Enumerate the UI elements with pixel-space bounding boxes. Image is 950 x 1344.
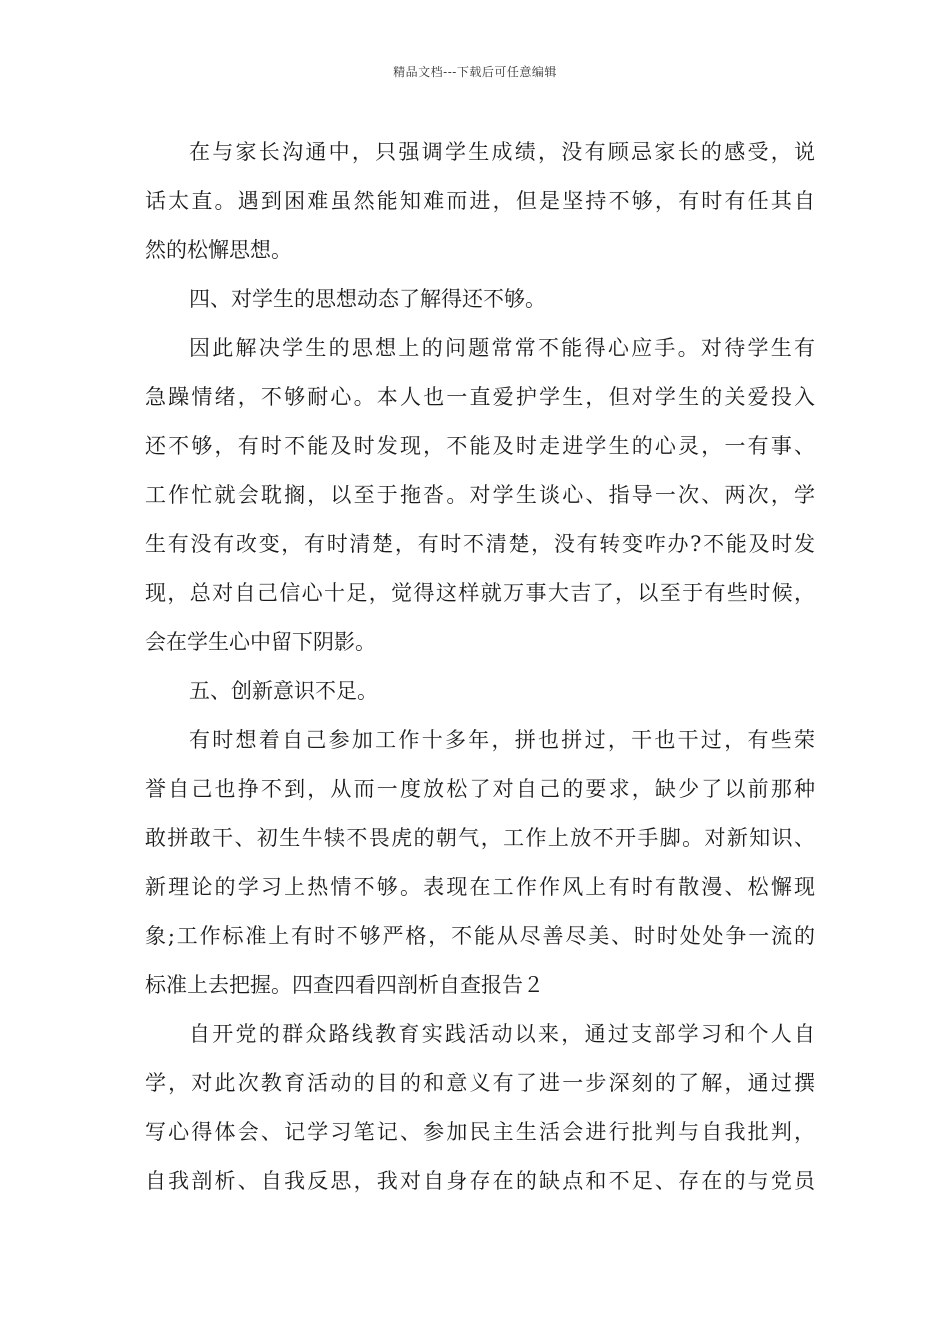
text-line: 工作忙就会耽搁，以至于拖沓。对学生谈心、指导一次、两次，学 bbox=[145, 483, 815, 507]
document-body bbox=[145, 128, 815, 1206]
text-line: 敢拼敢干、初生牛犊不畏虎的朝气，工作上放不开手脚。对新知识、 bbox=[145, 826, 815, 850]
section-heading: 五、创新意识不足。 bbox=[189, 679, 378, 703]
text-line: 现，总对自己信心十足，觉得这样就万事大吉了，以至于有些时候， bbox=[145, 581, 815, 605]
text-line: 自我剖析、自我反思，我对自身存在的缺点和不足、存在的与党员 bbox=[145, 1169, 815, 1193]
text-line: 誉自己也挣不到，从而一度放松了对自己的要求，缺少了以前那种 bbox=[145, 777, 815, 801]
text-line: 急躁情绪，不够耐心。本人也一直爱护学生，但对学生的关爱投入 bbox=[145, 385, 815, 409]
text-line: 话太直。遇到困难虽然能知难而进，但是坚持不够，有时有任其自 bbox=[145, 189, 815, 213]
text-line: 自开党的群众路线教育实践活动以来，通过支部学习和个人自 bbox=[189, 1022, 815, 1046]
text-line: 在与家长沟通中，只强调学生成绩，没有顾忌家长的感受，说 bbox=[189, 140, 815, 164]
text-line: 象;工作标准上有时不够严格，不能从尽善尽美、时时处处争一流的 bbox=[145, 924, 815, 948]
text-line: 因此解决学生的思想上的问题常常不能得心应手。对待学生有 bbox=[189, 336, 815, 360]
text-line: 然的松懈思想。 bbox=[145, 238, 292, 262]
text-line: 学，对此次教育活动的目的和意义有了进一步深刻的了解，通过撰 bbox=[145, 1071, 815, 1095]
text-line: 有时想着自己参加工作十多年，拼也拼过，干也干过，有些荣 bbox=[189, 728, 815, 752]
text-line: 新理论的学习上热情不够。表现在工作作风上有时有散漫、松懈现 bbox=[145, 875, 815, 899]
text-line: 会在学生心中留下阴影。 bbox=[145, 630, 376, 654]
page-header: 精品文档---下载后可任意编辑 bbox=[393, 65, 557, 79]
text-line: 还不够，有时不能及时发现，不能及时走进学生的心灵，一有事、 bbox=[145, 434, 815, 458]
text-line: 标准上去把握。四查四看四剖析自查报告２ bbox=[145, 973, 544, 997]
section-heading: 四、对学生的思想动态了解得还不够。 bbox=[189, 287, 546, 311]
text-line: 生有没有改变，有时清楚，有时不清楚，没有转变咋办?不能及时发 bbox=[145, 532, 815, 556]
text-line: 写心得体会、记学习笔记、参加民主生活会进行批判与自我批判， bbox=[145, 1120, 815, 1144]
